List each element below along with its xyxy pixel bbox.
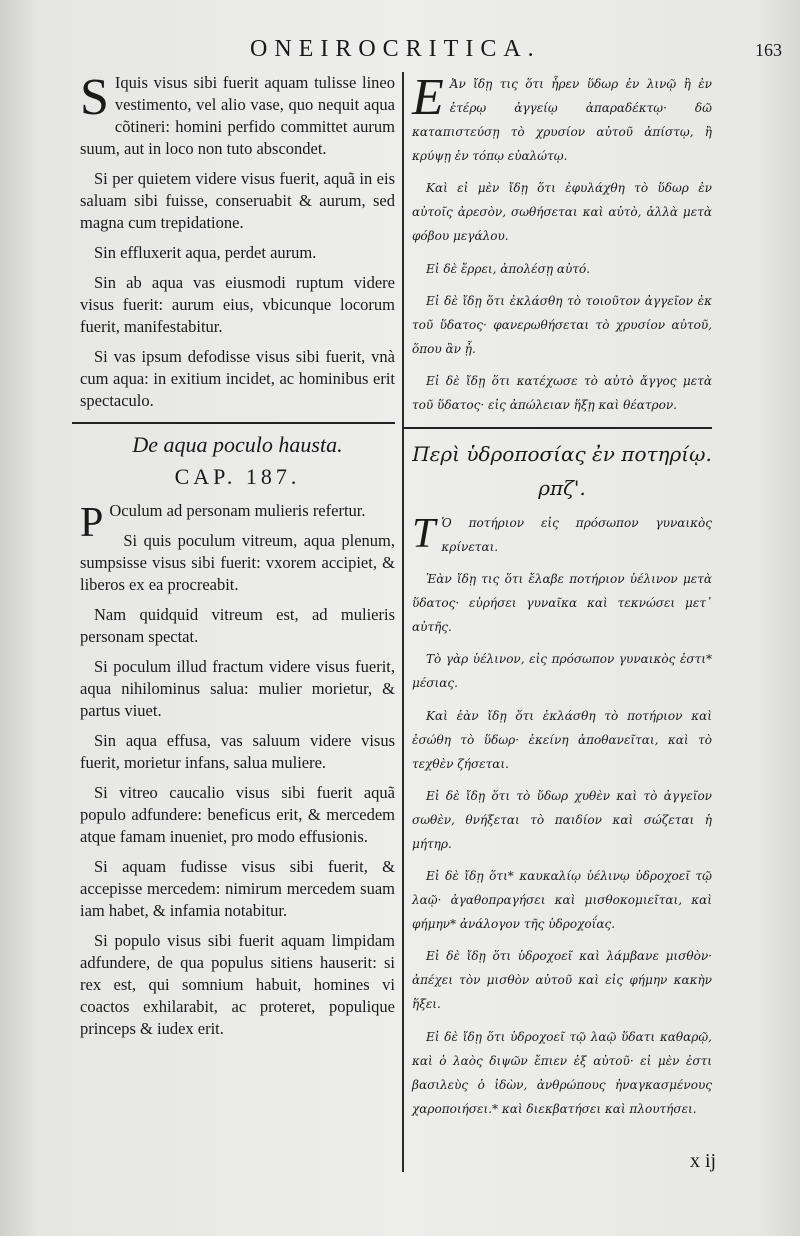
greek-paragraph-text: Ὁ ποτήριον εἰς πρόσωπον γυναικὸς κρίνεται. [441,516,712,555]
greek-chapter-dropcap: T [412,511,436,558]
greek-chapter [412,437,712,1121]
latin-paragraph: Sin aqua effusa, vas saluum videre visus fuerit, morietur infans, salua muliere. [80,731,395,772]
greek-paragraph: Εἰ δὲ ἴδῃ ὅτι ἐκλάσθη τὸ τοιοῦτον ἀγγεῖον ἐκ τοῦ ὕδατος· φανερωθήσεται τὸ χρυσίον αὐτοῦ, ὅπου ἂν ᾖ. [412,293,712,356]
page-number: 163 [755,40,782,60]
latin-section-intro [80,69,395,412]
greek-paragraph: Τὸ γὰρ ὑέλινον, εἰς πρόσωπον γυναικὸς ἐστι* μέσιας. [412,652,712,691]
latin-paragraph-text: Iquis visus sibi fuerit aquam tulisse lineo vestimento, vel alio vase, quo nequit aqua cõtineri: homini perfido committet aurum suum, aut in loco non tuto abscondet. [80,73,395,158]
greek-paragraph: Εἰ δὲ ἴδῃ ὅτι κατέχωσε τὸ αὐτὸ ἄγγος μετὰ τοῦ ὕδατος· εἰς ἀπώλειαν ἥξῃ καὶ θέατρον. [412,373,712,412]
greek-paragraph [412,69,712,168]
greek-paragraph: Ἐὰν ἴδῃ τις ὅτι ἔλαβε ποτήριον ὑέλινον μετὰ ὕδατος· εὑρήσει γυναῖκα καὶ τεκνώσει μετ᾽ αὐτῆς. [412,572,712,635]
latin-paragraph: Sin ab aqua vas eiusmodi ruptum videre visus fuerit: aurum eius, vbicunque locorum fuerit, manifestabitur. [80,273,395,336]
greek-column [412,69,712,1129]
greek-dropcap: E [412,69,444,126]
signature-mark: x ij [690,1150,717,1172]
latin-paragraph [80,69,395,160]
greek-section-intro [412,69,712,417]
chapter-title: De aqua poculo hausta. [132,432,343,457]
section-rule [72,422,395,424]
greek-paragraph: Καὶ ἐὰν ἴδῃ ὅτι ἐκλάσθη τὸ ποτήριον καὶ ἐσώθη τὸ ὕδωρ· ἐκείνη ἀποθανεῖται, καὶ τὸ τεχθὲν ζήσεται. [412,708,712,771]
greek-paragraph: Εἰ δὲ ἴδῃ ὅτι ὑδροχοεῖ τῷ λαῷ ὕδατι καθαρῷ, καὶ ὁ λαὸς διψῶν ἔπιεν ἐξ αὐτοῦ· εἰ μὲν ἐστι βασιλεὺς ὁ ἰδὼν, ἀνθρώπους ἠναγκασμένους χαροποιήσει.* καὶ διεκβατήσει καὶ πλουτήσει. [412,1029,712,1116]
latin-paragraph: Si populo visus sibi fuerit aquam limpidam adfundere, de qua populus sitiens hauserit: si rex est, qui somnium habuit, homines vi coactos exhilarabit, ac proteret, populique princeps & iudex erit. [80,931,395,1038]
latin-paragraph: Nam quidquid vitreum est, ad mulieris personam spectat. [80,605,395,646]
latin-column [80,69,395,1048]
greek-paragraph: Εἰ δὲ ἴδῃ ὅτι* καυκαλίῳ ὑέλινῳ ὑδροχοεῖ τῷ λαῷ· ἀγαθοπραγήσει καὶ μισθοκομιεῖται, καὶ φήμην* ἀνάλογον τῆς ὑδροχοΐας. [412,869,712,932]
latin-chapter [80,432,395,1040]
latin-paragraph: Si quis poculum vitreum, aqua plenum, sumpsisse visus sibi fuerit: vxorem accipiet, & liberos ex ea procreabit. [80,531,395,594]
latin-paragraph: Si vitreo caucalio visus sibi fuerit aquã populo adfundere: beneficus erit, & mercedem atque famam inueniet, pro modo effusionis. [80,783,395,846]
latin-paragraph: Si vas ipsum defodisse visus sibi fuerit, vnà cum aqua: in exitium incidet, ac hominibus erit spectaculo. [80,347,395,410]
section-rule [404,427,712,429]
latin-paragraph: Si poculum illud fractum videre visus fuerit, aqua nihilominus salua: mulier morietur, & partus viuet. [80,657,395,720]
page-header [250,36,790,76]
latin-dropcap: S [80,69,109,126]
greek-paragraph-text: Ἀν ἴδῃ τις ὅτι ἦρεν ὕδωρ ἐν λινῷ ἢ ἐν ἑτέρῳ ἀγγείῳ ἀπαραδέκτῳ· δῶ καταπιστεύσῃ τὸ χρυσίον αὐτοῦ ἀπίστῳ, ἢ κρύψῃ ἐν τόπῳ εὐαλώτῳ. [412,77,712,164]
latin-paragraph [80,500,395,546]
greek-paragraph [412,511,712,559]
greek-chapter-title: Περὶ ὑδροποσίας ἐν ποτηρίῳ. ρπζ'. [412,442,712,501]
column-divider [402,72,404,1172]
chapter-number: CAP. 187. [174,464,301,489]
latin-paragraph-text: Oculum ad personam mulieris refertur. [109,501,366,520]
running-title: ONEIROCRITICA. [250,36,541,62]
latin-paragraph: Si per quietem videre visus fuerit, aquã in eis saluam sibi fuisse, conseruabit & aurum, sed magna cum trepidatione. [80,169,395,232]
greek-paragraph: Καὶ εἰ μὲν ἴδῃ ὅτι ἐφυλάχθη τὸ ὕδωρ ἐν αὐτοῖς ἀρεσὸν, σωθήσεται καὶ αὐτὸ, ἀλλὰ μετὰ φόβου μεγάλου. [412,181,712,244]
latin-chapter-dropcap: P [80,500,104,546]
greek-paragraph: Εἰ δὲ ἴδῃ ὅτι ὑδροχοεῖ καὶ λάμβανε μισθὸν· ἀπέχει τὸν μισθὸν αὐτοῦ καὶ εἰς φήμην κακὴν ἥξει. [412,949,712,1012]
latin-paragraph: Si aquam fudisse visus sibi fuerit, & accepisse mercedem: nimirum mercedem suam iam habet, & infamia notabitur. [80,857,395,920]
latin-paragraph: Sin effluxerit aqua, perdet aurum. [94,243,317,262]
greek-paragraph: Εἰ δὲ ἔρρει, ἀπολέσῃ αὐτό. [426,261,591,276]
greek-paragraph: Εἰ δὲ ἴδῃ ὅτι τὸ ὕδωρ χυθὲν καὶ τὸ ἀγγεῖον σωθὲν, θνήξεται τὸ παιδίον καὶ σώζεται ἡ μήτηρ. [412,788,712,851]
